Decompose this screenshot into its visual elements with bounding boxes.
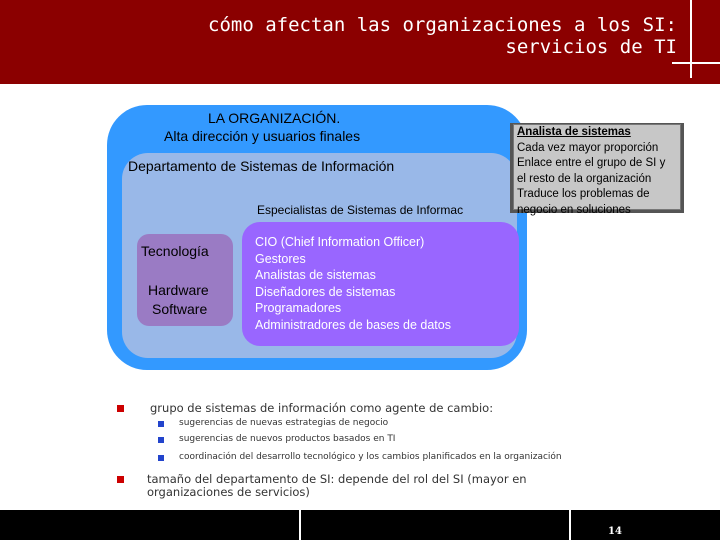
bullet-dept-size-line2: organizaciones de servicios) bbox=[147, 485, 310, 499]
sub-bullet-icon bbox=[158, 455, 164, 461]
callout-line: Enlace entre el grupo de SI y bbox=[517, 157, 666, 169]
specialists-label: Especialistas de Sistemas de Informac bbox=[257, 203, 464, 217]
role-item: Diseñadores de sistemas bbox=[255, 284, 396, 299]
sub-bullet-icon bbox=[158, 421, 164, 427]
callout-line: Traduce los problemas de bbox=[517, 188, 650, 200]
slide-title-line-2: servicios de TI bbox=[505, 36, 677, 58]
org-title: LA ORGANIZACIÓN. bbox=[208, 110, 341, 126]
slide-title-line-1: cómo afectan las organizaciones a los SI: bbox=[208, 14, 677, 36]
slide-title bbox=[208, 14, 677, 58]
org-subtitle: Alta dirección y usuarios finales bbox=[164, 128, 361, 144]
sub-bullet-coordination: coordinación del desarrollo tecnológico y los cambios planificados en la organización bbox=[179, 452, 562, 462]
callout-line: negocio en soluciones bbox=[517, 203, 631, 216]
technology-software: Software bbox=[152, 301, 208, 317]
role-item: CIO (Chief Information Officer) bbox=[255, 235, 425, 249]
title-horizontal-rule bbox=[672, 62, 720, 64]
footer-divider bbox=[299, 510, 301, 540]
technology-title: Tecnología bbox=[141, 243, 209, 259]
sub-bullet-strategies: sugerencias de nuevas estrategias de negocio bbox=[179, 418, 389, 428]
role-item: Analistas de sistemas bbox=[255, 268, 376, 283]
technology-hardware: Hardware bbox=[148, 282, 209, 298]
role-item: Programadores bbox=[255, 301, 342, 316]
roles-list bbox=[255, 234, 451, 334]
footer-divider bbox=[569, 510, 571, 540]
callout-line: Cada vez mayor proporción bbox=[517, 141, 659, 154]
page-number: 14 bbox=[608, 526, 622, 537]
callout-line: el resto de la organización bbox=[517, 172, 652, 185]
sub-bullet-icon bbox=[158, 437, 164, 443]
bullet-icon bbox=[117, 405, 124, 412]
systems-analyst-callout bbox=[513, 124, 681, 216]
sub-bullet-products: sugerencias de nuevos productos basados en TI bbox=[179, 434, 396, 444]
bullet-icon bbox=[117, 476, 124, 483]
title-vertical-rule bbox=[690, 0, 692, 78]
bullet-dept-size-line1: tamaño del departamento de SI: depende del rol del SI (mayor en bbox=[147, 472, 527, 486]
role-item: Gestores bbox=[255, 251, 306, 266]
role-item: Administradores de bases de datos bbox=[255, 317, 451, 332]
department-label: Departamento de Sistemas de Información bbox=[128, 158, 395, 174]
callout-title: Analista de sistemas bbox=[517, 126, 631, 138]
bullet-change-agent: grupo de sistemas de información como agente de cambio: bbox=[150, 401, 494, 415]
